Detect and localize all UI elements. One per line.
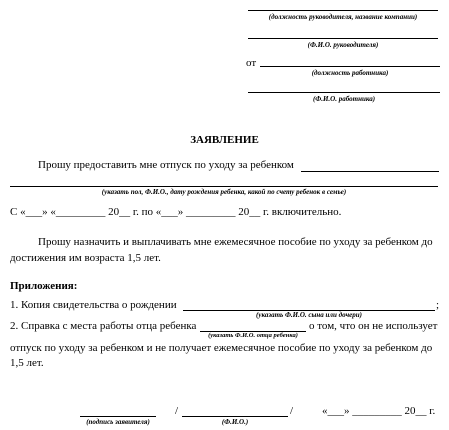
- employee-fio-line[interactable]: [248, 92, 440, 93]
- attachment-item-1: 1. Копия свидетельства о рождении: [10, 299, 177, 311]
- attachment-2-caption: (указать Ф.И.О. отца ребенка): [208, 332, 298, 339]
- manager-fio-line[interactable]: [248, 38, 438, 39]
- from-label: от: [246, 57, 257, 69]
- attachments-heading: Приложения:: [10, 280, 78, 292]
- signature-line[interactable]: [80, 416, 156, 417]
- footer-fio-line[interactable]: [182, 416, 288, 417]
- footer-fio-caption: (Ф.И.О.): [221, 418, 249, 426]
- document-title: ЗАЯВЛЕНИЕ: [190, 134, 259, 146]
- employee-position-caption: (должность работника): [311, 69, 389, 77]
- footer-date: «___» _________ 20__ г.: [322, 405, 436, 417]
- fio-slash-left: /: [175, 405, 179, 417]
- attachment-item-2: 2. Справка с места работы отца ребенка: [10, 320, 197, 332]
- attachment-1-caption: (указать Ф.И.О. сына или дочери): [256, 311, 362, 319]
- fio-slash-right: /: [290, 405, 294, 417]
- period-text: С «___» «_________ 20__ г. по «___» _________ 20__ г. включительно.: [10, 206, 342, 218]
- child-info-line[interactable]: [10, 186, 438, 187]
- allowance-text-line1: Прошу назначить и выплачивать мне ежемесячное пособие по уходу за ребенком до: [38, 236, 433, 248]
- manager-position-caption: (должность руководителя, название компании): [268, 13, 418, 21]
- allowance-text-line2: достижения им возраста 1,5 лет.: [10, 252, 161, 264]
- signature-caption: (подпись заявителя): [86, 418, 150, 426]
- attachment-item-2-line3: 1,5 лет.: [10, 357, 44, 369]
- manager-fio-caption: (Ф.И.О. руководителя): [307, 41, 379, 49]
- request-child-line[interactable]: [301, 171, 439, 172]
- attachment-item-2-tail: о том, что он не использует: [309, 320, 438, 332]
- attachment-item-1-end: ;: [436, 299, 440, 311]
- manager-position-line[interactable]: [248, 10, 438, 11]
- request-text: Прошу предоставить мне отпуск по уходу за ребенком: [38, 159, 294, 171]
- attachment-item-2-line2: отпуск по уходу за ребенком и не получает ежемесячное пособие по уходу за ребенком до: [10, 342, 433, 354]
- employee-fio-caption: (Ф.И.О. работника): [312, 95, 376, 103]
- employee-position-line[interactable]: [260, 66, 440, 67]
- child-info-caption: (указать пол, Ф.И.О., дату рождения ребенка, какой по счету ребенок в семье): [101, 188, 347, 196]
